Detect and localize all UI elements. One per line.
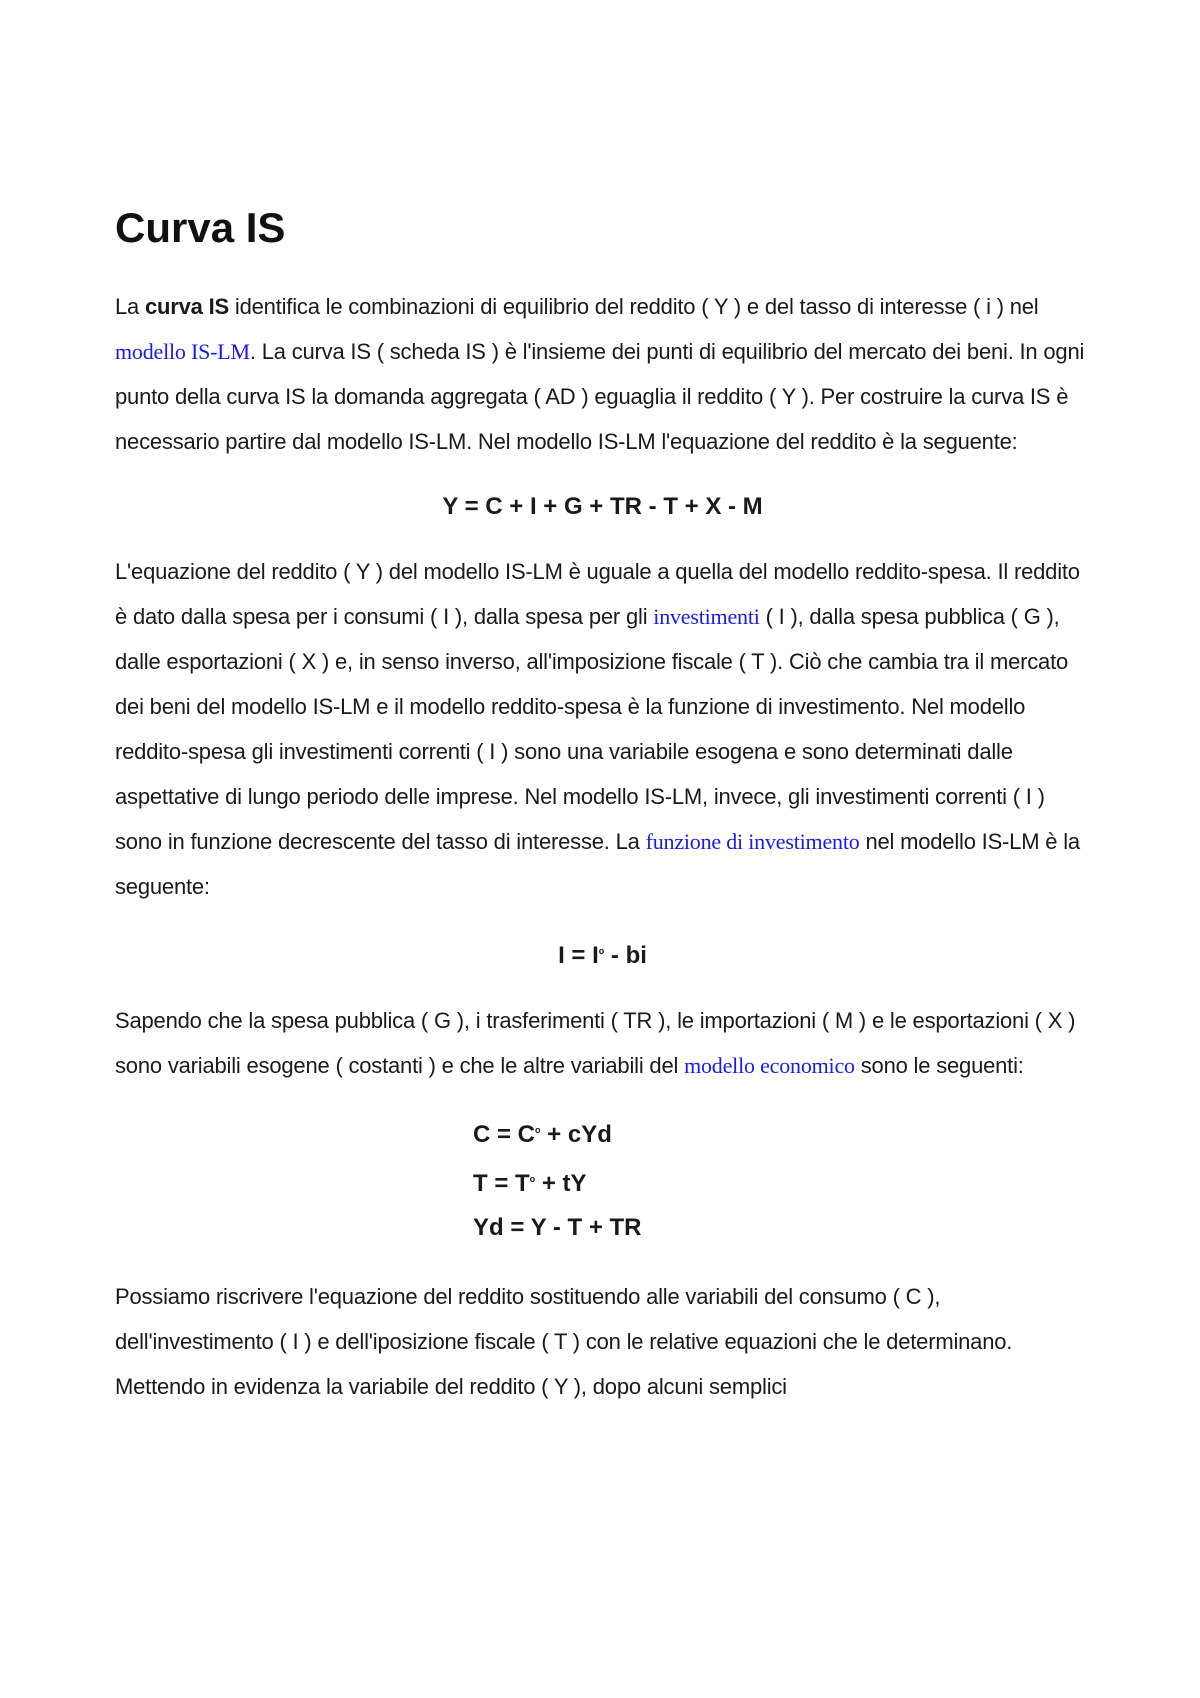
equation-taxes: $T = T^o$ + tY	[473, 1170, 587, 1197]
equation-income: Y = C + I + G + TR - T + X - M	[442, 493, 763, 520]
link-modello-economico[interactable]: modello economico	[684, 1053, 855, 1078]
equation-investment: $I = I^o$ - bi	[558, 942, 647, 969]
equation-disposable-income: Yd = Y - T + TR	[473, 1214, 642, 1241]
link-modello-is-lm[interactable]: modello IS-LM	[115, 339, 250, 364]
equations-block	[473, 1108, 1090, 1250]
link-funzione-di-investimento[interactable]: funzione di investimento	[645, 829, 860, 854]
paragraph-2: L'equazione del reddito ( Y ) del modello IS-LM è uguale a quella del modello reddito-spesa. Il reddito è dato dalla spesa per i consumi ( I ), dalla spesa per gli investimenti ( I ), dalla spesa pubblica ( G ), dalle esportazioni ( X ) e, in senso inverso, all'imposizione fiscale ( T ). Ciò che cambia tra il mercato dei beni del modello IS-LM e il modello reddito-spesa è la funzione di investimento. Nel modello reddito-spesa gli investimenti correnti ( I ) sono una variabile esogena e sono determinati dalle aspettative di lungo periodo delle imprese. Nel modello IS-LM, invece, gli investimenti correnti ( I ) sono in funzione decrescente del tasso di interesse. La funzione di investimento nel modello IS-LM è la seguente:	[115, 559, 1080, 899]
paragraph-3: Sapendo che la spesa pubblica ( G ), i trasferimenti ( TR ), le importazioni ( M ) e le esportazioni ( X ) sono variabili esogene ( costanti ) e che le altre variabili del modello economico sono le seguenti:	[115, 1008, 1076, 1078]
bold-term: curva IS	[144, 294, 229, 319]
link-investimenti[interactable]: investimenti	[653, 604, 760, 629]
paragraph-4: Possiamo riscrivere l'equazione del reddito sostituendo alle variabili del consumo ( C ), dell'investimento ( I ) e dell'iposizione fiscale ( T ) con le relative equazioni che le determinano. Mettendo in evidenza la variabile del reddito ( Y ), dopo alcuni semplici	[115, 1284, 1013, 1399]
equation-consumption: $C = C^o$ + cYd	[473, 1121, 612, 1148]
paragraph-1: La curva IS identifica le combinazioni di equilibrio del reddito ( Y ) e del tasso di interesse ( i ) nel modello IS-LM. La curva IS ( scheda IS ) è l'insieme dei punti di equilibrio del mercato dei beni. In ogni punto della curva IS la domanda aggregata ( AD ) eguaglia il reddito ( Y ). Per costruire la curva IS è necessario partire dal modello IS-LM. Nel modello IS-LM l'equazione del reddito è la seguente:	[115, 294, 1085, 454]
document-page	[115, 200, 1090, 1409]
page-title: Curva IS	[115, 204, 286, 251]
